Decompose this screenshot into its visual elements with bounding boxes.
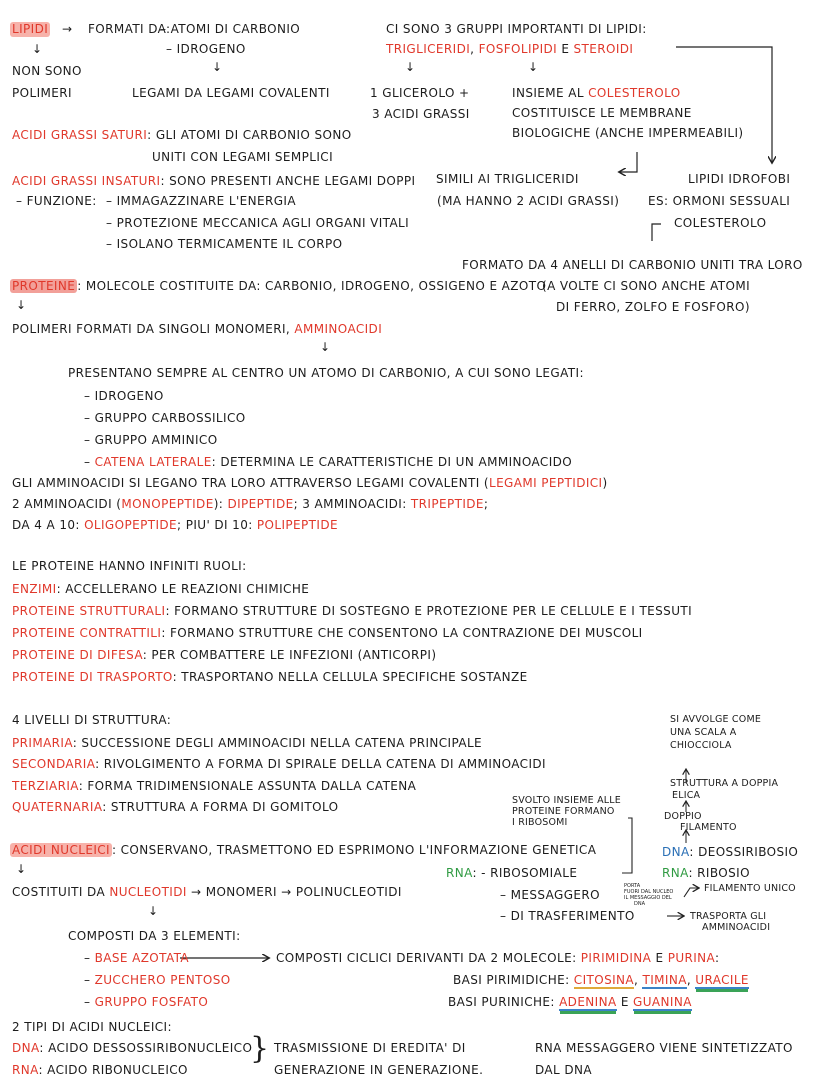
struttura-primaria: PRIMARIA: SUCCESSIONE DEGLI AMMINOACIDI NELLA CATENA PRINCIPALE	[12, 736, 483, 750]
arrow-down-icon: ↓	[16, 862, 27, 876]
funzione-3: – ISOLANO TERMICAMENTE IL CORPO	[106, 237, 343, 251]
saturi-line-2: UNITI CON LEGAMI SEMPLICI	[152, 150, 334, 164]
proteine-molecole: PROTEINE : MOLECOLE COSTITUITE DA: CARBONIO, IDROGENO, OSSIGENO E AZOTO	[12, 279, 547, 293]
messaggero-connector	[684, 888, 698, 897]
basi-puriniche: BASI PURINICHE: ADENINA E GUANINA	[448, 995, 692, 1009]
si-avvolge-3: CHIOCCIOLA	[670, 740, 732, 751]
rna-messaggero-2: DAL DNA	[535, 1063, 592, 1077]
rna-definizione: RNA: ACIDO RIBONUCLEICO	[12, 1063, 188, 1077]
colesterolo-connector	[652, 224, 661, 241]
arrow-down-icon: ↓	[16, 298, 27, 312]
trasmissione-2: GENERAZIONE IN GENERAZIONE.	[274, 1063, 484, 1077]
steroidi-connector	[676, 47, 772, 162]
peptidi-line-1: 2 AMMINOACIDI (MONOPEPTIDE): DIPEPTIDE; 3 AMMINOACIDI: TRIPEPTIDE;	[12, 497, 489, 511]
ferro-zolfo-fosforo: DI FERRO, ZOLFO E FOSFORO)	[556, 300, 750, 314]
porta-4: DNA	[634, 901, 646, 907]
costituiti-da-nucleotidi: COSTITUITI DA NUCLEOTIDI → MONOMERI → POLINUCLEOTIDI	[12, 885, 402, 899]
livelli-title: 4 LIVELLI DI STRUTTURA:	[12, 713, 172, 727]
composti-ciclici: COMPOSTI CICLICI DERIVANTI DA 2 MOLECOLE: PIRIMIDINA E PURINA:	[276, 951, 720, 965]
lipidi-idrofobi: LIPIDI IDROFOBI	[688, 172, 791, 186]
polimeri-monomeri: POLIMERI FORMATI DA SINGOLI MONOMERI, AMMINOACIDI	[12, 322, 383, 336]
funzione: – FUNZIONE:	[16, 194, 97, 208]
basi-pirimidiche: BASI PIRIMIDICHE: CITOSINA, TIMINA, URACILE	[453, 973, 749, 987]
filamento-unico: FILAMENTO UNICO	[704, 883, 796, 894]
proteine-contrattili: PROTEINE CONTRATTILI: FORMANO STRUTTURE CHE CONSENTONO LA CONTRAZIONE DEI MUSCOLI	[12, 626, 643, 640]
legato-1: – IDROGENO	[84, 389, 164, 403]
a-volte: (A VOLTE CI SONO ANCHE ATOMI	[542, 279, 751, 293]
doppio-filamento-1: DOPPIO	[664, 811, 702, 822]
proteine-di-difesa: PROTEINE DI DIFESA: PER COMBATTERE LE INFEZIONI (ANTICORPI)	[12, 648, 437, 662]
formato-da-4-anelli: FORMATO DA 4 ANELLI DI CARBONIO UNITI TRA LORO	[462, 258, 803, 272]
enzimi: ENZIMI: ACCELLERANO LE REAZIONI CHIMICHE	[12, 582, 310, 596]
legato-4: – CATENA LATERALE: DETERMINA LE CARATTERISTICHE DI UN AMMINOACIDO	[84, 455, 573, 469]
formati-da: FORMATI DA:	[88, 22, 171, 36]
arrow-down-icon: ↓	[148, 904, 159, 918]
rna-messaggero-1: RNA MESSAGGERO VIENE SINTETIZZATO	[535, 1041, 793, 1055]
composti-3-elementi: COMPOSTI DA 3 ELEMENTI:	[68, 929, 241, 943]
biologiche: BIOLOGICHE (ANCHE IMPERMEABILI)	[512, 126, 744, 140]
presentano: PRESENTANO SEMPRE AL CENTRO UN ATOMO DI CARBONIO, A CUI SONO LEGATI:	[68, 366, 584, 380]
si-avvolge-1: SI AVVOLGE COME	[670, 714, 762, 725]
rna-ribosio: RNA: RIBOSIO	[662, 866, 750, 880]
struttura-doppia-elica-2: ELICA	[672, 790, 701, 801]
ruoli-title: LE PROTEINE HANNO INFINITI RUOLI:	[12, 559, 247, 573]
arrow-down-icon: ↓	[528, 60, 539, 74]
non-sono: NON SONO	[12, 64, 82, 78]
atomi-di-carbonio: – ATOMI DI CARBONIO	[160, 22, 301, 36]
doppio-filamento-2: FILAMENTO	[680, 822, 737, 833]
glicerolo-1: 1 GLICEROLO +	[370, 86, 470, 100]
rna-ribosomiale: RNA: - RIBOSOMIALE	[446, 866, 578, 880]
glicerolo-2: 3 ACIDI GRASSI	[372, 107, 470, 121]
ormoni-sessuali: ES: ORMONI SESSUALI	[648, 194, 791, 208]
due-tipi: 2 TIPI DI ACIDI NUCLEICI:	[12, 1020, 172, 1034]
svolto-3: I RIBOSOMI	[512, 817, 568, 828]
simili: SIMILI AI TRIGLICERIDI	[436, 172, 579, 186]
idrogeno: – IDROGENO	[166, 42, 246, 56]
trasmissione-1: TRASMISSIONE DI EREDITA' DI	[274, 1041, 466, 1055]
svolto-1: SVOLTO INSIEME ALLE	[512, 795, 621, 806]
funzione-1: – IMMAGAZZINARE L'ENERGIA	[106, 194, 296, 208]
si-avvolge-2: UNA SCALA A	[670, 727, 737, 738]
gruppi-list: TRIGLICERIDI, FOSFOLIPIDI E STEROIDI	[386, 42, 634, 56]
costituisce: COSTITUISCE LE MEMBRANE	[512, 106, 692, 120]
zucchero-pentoso: – ZUCCHERO PENTOSO	[84, 973, 231, 987]
legami-peptidici: GLI AMMINOACIDI SI LEGANO TRA LORO ATTRAVERSO LEGAMI COVALENTI (LEGAMI PEPTIDICI)	[12, 476, 608, 490]
arrow-down-icon: ↓	[32, 42, 43, 56]
acidi-grassi-saturi: ACIDI GRASSI SATURI: GLI ATOMI DI CARBONIO SONO	[12, 128, 352, 142]
porta-1: PORTA	[624, 883, 641, 889]
legato-2: – GRUPPO CARBOSSILICO	[84, 411, 246, 425]
legami-covalenti: LEGAMI DA LEGAMI COVALENTI	[132, 86, 330, 100]
insieme-al-colesterolo: INSIEME AL COLESTEROLO	[512, 86, 681, 100]
dna-definizione: DNA: ACIDO DESSOSSIRIBONUCLEICO	[12, 1041, 253, 1055]
lipidi-title: LIPIDI	[12, 22, 49, 36]
di-trasferimento: – DI TRASFERIMENTO	[500, 909, 635, 923]
ribosomiale-connector	[622, 818, 632, 873]
arrow-down-icon: ↓	[212, 60, 223, 74]
gruppi-title: CI SONO 3 GRUPPI IMPORTANTI DI LIPIDI:	[386, 22, 647, 36]
dna-deossiribosio: DNA: DEOSSIRIBOSIO	[662, 845, 799, 859]
polimeri: POLIMERI	[12, 86, 72, 100]
struttura-quaternaria: QUATERNARIA: STRUTTURA A FORMA DI GOMITOLO	[12, 800, 339, 814]
struttura-secondaria: SECONDARIA: RIVOLGIMENTO A FORMA DI SPIRALE DELLA CATENA DI AMMINOACIDI	[12, 757, 546, 771]
proteine-di-trasporto: PROTEINE DI TRASPORTO: TRASPORTANO NELLA CELLULA SPECIFICHE SOSTANZE	[12, 670, 528, 684]
funzione-2: – PROTEZIONE MECCANICA AGLI ORGANI VITALI	[106, 216, 410, 230]
arrow-right-icon: →	[62, 22, 73, 36]
gruppo-fosfato: – GRUPPO FOSFATO	[84, 995, 209, 1009]
proteine-strutturali: PROTEINE STRUTTURALI: FORMANO STRUTTURE DI SOSTEGNO E PROTEZIONE PER LE CELLULE E I TESSUTI	[12, 604, 693, 618]
porta-3: IL MESSAGGIO DEL	[624, 895, 672, 901]
trasporta-2: AMMINOACIDI	[702, 922, 771, 933]
messaggero: – MESSAGGERO	[500, 888, 600, 902]
peptidi-line-2: DA 4 A 10: OLIGOPEPTIDE; PIU' DI 10: POLIPEPTIDE	[12, 518, 338, 532]
base-azotata: – BASE AZOTATA	[84, 951, 190, 965]
trasporta-1: TRASPORTA GLI	[690, 911, 767, 922]
struttura-doppia-elica-1: STRUTTURA A DOPPIA	[670, 778, 779, 789]
acidi-nucleici-title: ACIDI NUCLEICI : CONSERVANO, TRASMETTONO ED ESPRIMONO L'INFORMAZIONE GENETICA	[12, 843, 597, 857]
arrow-down-icon: ↓	[405, 60, 416, 74]
ma-hanno: (MA HANNO 2 ACIDI GRASSI)	[437, 194, 620, 208]
colesterolo-2: COLESTEROLO	[674, 216, 767, 230]
fosfolipidi-connector	[620, 152, 637, 172]
legato-3: – GRUPPO AMMINICO	[84, 433, 218, 447]
acidi-grassi-insaturi: ACIDI GRASSI INSATURI: SONO PRESENTI ANCHE LEGAMI DOPPI	[12, 174, 416, 188]
arrow-down-icon: ↓	[320, 340, 331, 354]
curly-brace: }	[250, 1031, 270, 1066]
porta-2: FUORI DAL NUCLEO	[624, 889, 674, 895]
struttura-terziaria: TERZIARIA: FORMA TRIDIMENSIONALE ASSUNTA DALLA CATENA	[12, 779, 417, 793]
svolto-2: PROTEINE FORMANO	[512, 806, 615, 817]
